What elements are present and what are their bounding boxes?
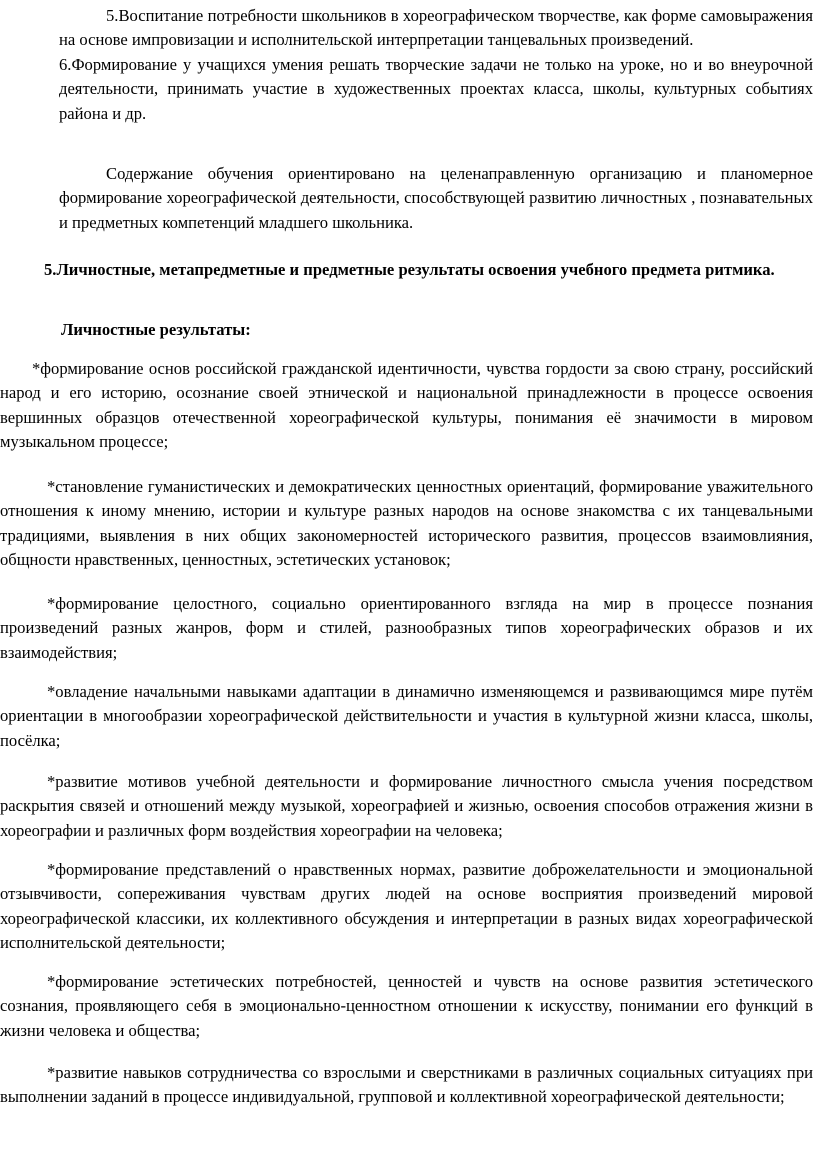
result-item-5: *развитие мотивов учебной деятельности и формирование личностного смысла учения посредством раскрытия связей и отношений между музыкой, хореографией и жизнью, освоения способов отражения жизни в хореографии и различных форм воздействия хореографии на человека; <box>0 772 813 840</box>
result-item-7: *формирование эстетических потребностей, ценностей и чувств на основе развития эстетического сознания, проявляющего себя в эмоционально-ценностном отношении к искусству, понимании его функций в жизни человека и общества; <box>0 972 813 1040</box>
goal-item-6 <box>59 53 813 126</box>
result-item-2: *становление гуманистических и демократических ценностных ориентаций, формирование уважительного отношения к иному мнению, истории и культуре разных народов на основе знакомства с их танцевальными традициями, выявления в них общих закономерностей исторического развития, процессов взаимовлияния, общности нравственных, ценностных, эстетических установок; <box>0 477 813 570</box>
result-item-3: *формирование целостного, социально ориентированного взгляда на мир в процессе познания произведений разных жанров, форм и стилей, разнообразных типов хореографических образов и их взаимодействия; <box>0 594 813 662</box>
result-item-4: *овладение начальными навыками адаптации в динамично изменяющемся и развивающимся мире путём ориентации в многообразии хореографической действительности и участия в культурной жизни класса, школы, посёлка; <box>0 682 813 750</box>
result-item-1: *формирование основ российской гражданской идентичности, чувства гордости за свою страну, российский народ и его историю, осознание своей этнической и национальной принадлежности в процессе освоения вершинных образцов отечественной хореографической культуры, понимания её значимости в мировом музыкальном процессе; <box>0 359 813 452</box>
section-heading: 5.Личностные, метапредметные и предметные результаты освоения учебного предмета ритмика. <box>44 260 775 279</box>
result-item-6: *формирование представлений о нравственных нормах, развитие доброжелательности и эмоциональной отзывчивости, сопереживания чувствам других людей на основе восприятия произведений мировой хореографической классики, их коллективного обсуждения и интерпретации в разных видах хореографической исполнительской деятельности; <box>0 860 813 953</box>
section-subheading: Личностные результаты: <box>61 320 251 339</box>
result-item-8: *развитие навыков сотрудничества со взрослыми и сверстниками в различных социальных ситуациях при выполнении заданий в процессе индивидуальной, групповой и коллективной хореографической деятельности; <box>0 1063 813 1107</box>
goal-item-6-text: 6.Формирование у учащихся умения решать творческие задачи не только на уроке, но и во внеурочной деятельности, принимать участие в художественных проектах класса, школы, культурных событиях района и др. <box>59 54 813 123</box>
goal-item-5: 5.Воспитание потребности школьников в хореографическом творчестве, как форме самовыражения на основе импровизации и исполнительской интерпретации танцевальных произведений. <box>59 6 813 50</box>
content-note-paragraph: Содержание обучения ориентировано на целенаправленную организацию и планомерное формирование хореографической деятельности, способствующей развитию личностных , познавательных и предметных компетенций младшего школьника. <box>59 164 813 232</box>
goal-paragraph-5-6 <box>59 4 813 53</box>
